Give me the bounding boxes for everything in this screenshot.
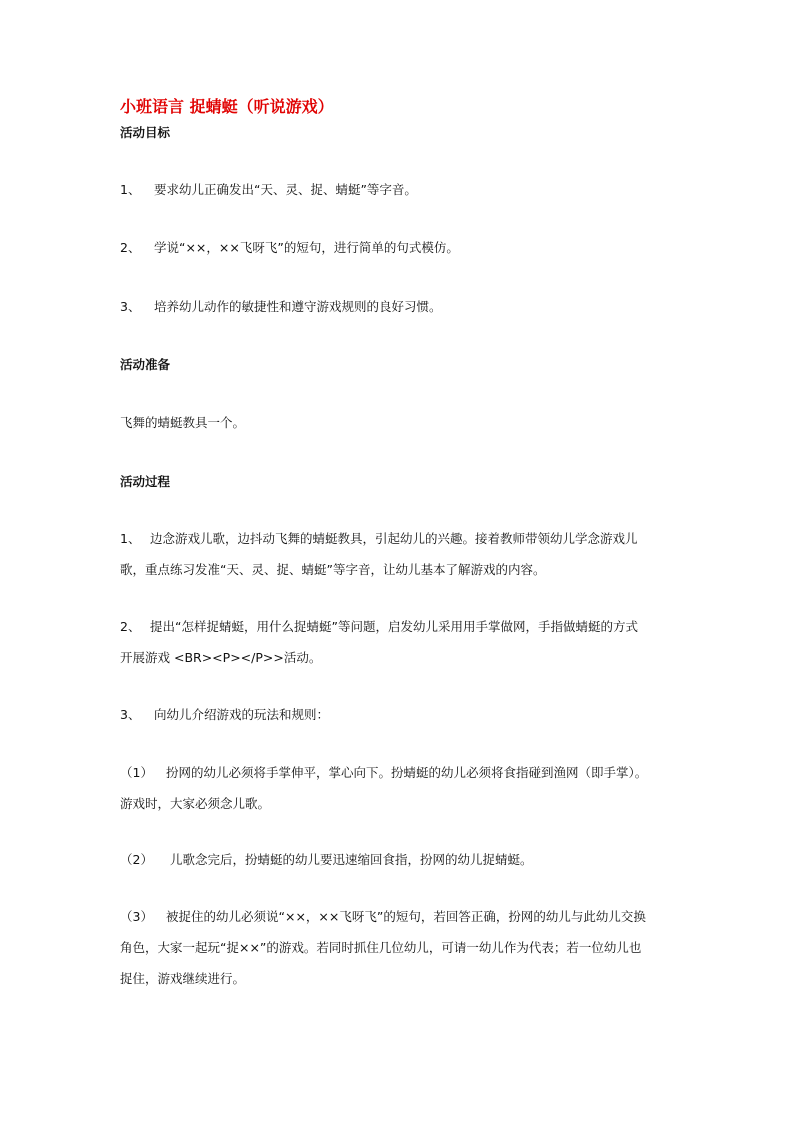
rule-item — [120, 901, 680, 994]
goal-number: 1、 — [120, 182, 141, 197]
goal-text: 学说“××，××飞呀飞”的短句，进行简单的句式模仿。 — [153, 240, 459, 255]
process-number: 3、 — [120, 707, 141, 722]
prep-heading: 活动准备 — [120, 357, 171, 372]
rule-text: 被捉住的幼儿必须说“××，××飞呀飞”的短句，若回答正确，扮网的幼儿与此幼儿交换 — [166, 909, 646, 924]
process-item — [120, 611, 680, 673]
rule-number: （2） — [120, 852, 153, 867]
goal-number: 2、 — [120, 240, 141, 255]
process-text: 提出“怎样捉蜻蜓，用什么捉蜻蜓”等问题，启发幼儿采用用手掌做网，手指做蜻蜓的方式 — [150, 619, 638, 634]
goal-item — [120, 174, 417, 205]
rule-number: （1） — [120, 765, 153, 780]
process-heading: 活动过程 — [120, 474, 171, 489]
goal-text: 要求幼儿正确发出“天、灵、捉、蜻蜓”等字音。 — [153, 182, 417, 197]
goal-text: 培养幼儿动作的敏捷性和遵守游戏规则的良好习惯。 — [153, 299, 442, 314]
process-item — [120, 523, 680, 585]
rule-number: （3） — [120, 909, 153, 924]
rule-item — [120, 757, 680, 819]
process-text: 边念游戏儿歌，边抖动飞舞的蜻蜓教具，引起幼儿的兴趣。接着教师带领幼儿学念游戏儿 — [150, 531, 638, 546]
goal-number: 3、 — [120, 299, 141, 314]
process-text: 歌，重点练习发准“天、灵、捉、蜻蜓”等字音，让幼儿基本了解游戏的内容。 — [120, 562, 546, 577]
goal-item — [120, 232, 459, 263]
process-text: 开展游戏 <BR><P></P>>活动。 — [120, 650, 322, 665]
process-number: 1、 — [120, 531, 141, 546]
rule-text: 儿歌念完后，扮蜻蜓的幼儿要迅速缩回食指，扮网的幼儿捉蜻蜓。 — [169, 852, 533, 867]
goal-item — [120, 291, 442, 322]
goals-heading: 活动目标 — [120, 125, 171, 140]
rule-text: 扮网的幼儿必须将手掌伸平，掌心向下。扮蜻蜓的幼儿必须将食指碰到渔网（即手掌）。 — [166, 765, 648, 780]
prep-text: 飞舞的蜻蜓教具一个。 — [120, 415, 246, 430]
process-text: 向幼儿介绍游戏的玩法和规则： — [153, 707, 329, 722]
page-title: 小班语言 捉蜻蜓（听说游戏） — [120, 97, 334, 116]
rule-text: 游戏时，大家必须念儿歌。 — [120, 796, 271, 811]
rule-text: 捉住，游戏继续进行。 — [120, 971, 246, 986]
rule-item — [120, 844, 533, 875]
process-number: 2、 — [120, 619, 141, 634]
rule-text: 角色，大家一起玩“捉××”的游戏。若同时抓住几位幼儿，可请一幼儿作为代表；若一位幼儿也 — [120, 940, 642, 955]
process-item — [120, 699, 329, 730]
